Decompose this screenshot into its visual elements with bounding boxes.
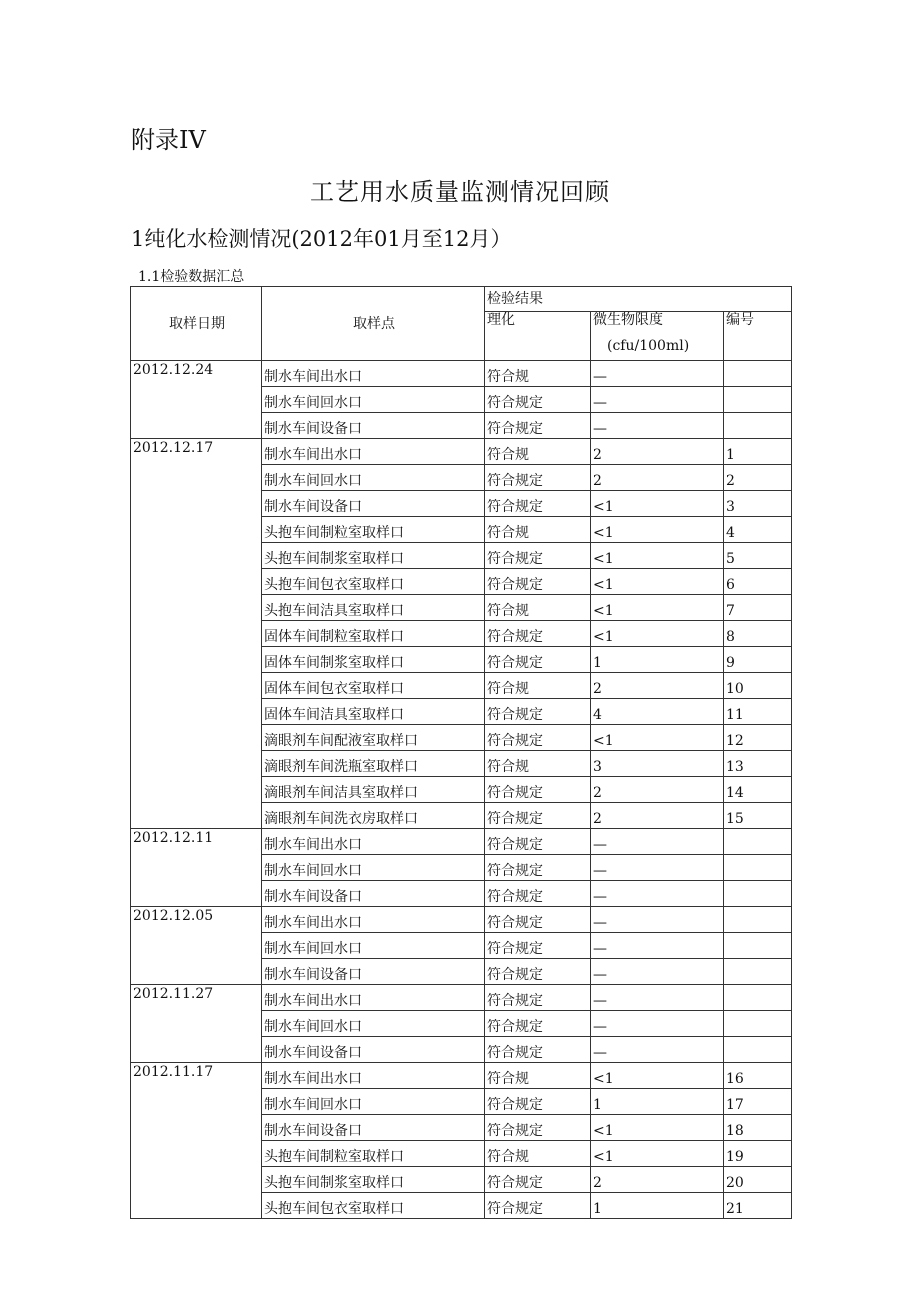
table-row	[131, 361, 792, 387]
sample-point-cell: 滴眼剂车间洗衣房取样口	[262, 803, 485, 829]
number-cell	[724, 881, 792, 907]
micro-result-cell: <1	[591, 517, 724, 543]
number-cell	[724, 985, 792, 1011]
table-row	[131, 985, 792, 1011]
physchem-result-cell: 符合规定	[485, 881, 591, 907]
sample-point-cell: 制水车间出水口	[262, 907, 485, 933]
sample-date-cell: 2012.12.11	[131, 829, 262, 907]
sample-point-cell: 制水车间设备口	[262, 881, 485, 907]
physchem-result-cell: 符合规定	[485, 387, 591, 413]
sample-point-cell: 制水车间设备口	[262, 491, 485, 517]
physchem-result-cell: 符合规定	[485, 907, 591, 933]
micro-result-cell: <1	[591, 1141, 724, 1167]
number-cell: 6	[724, 569, 792, 595]
sample-point-cell: 固体车间包衣室取样口	[262, 673, 485, 699]
table-body	[131, 361, 792, 1219]
table-row	[131, 1063, 792, 1089]
micro-result-cell: 1	[591, 1089, 724, 1115]
sample-point-cell: 头抱车间洁具室取样口	[262, 595, 485, 621]
micro-result-cell: —	[591, 985, 724, 1011]
sample-point-cell: 制水车间出水口	[262, 361, 485, 387]
micro-result-cell: —	[591, 829, 724, 855]
micro-result-cell: —	[591, 907, 724, 933]
number-cell	[724, 855, 792, 881]
number-cell: 16	[724, 1063, 792, 1089]
number-cell: 8	[724, 621, 792, 647]
number-cell: 19	[724, 1141, 792, 1167]
micro-result-cell: —	[591, 387, 724, 413]
micro-result-cell: 1	[591, 1193, 724, 1219]
physchem-result-cell: 符合规定	[485, 1037, 591, 1063]
physchem-result-cell: 符合规定	[485, 543, 591, 569]
physchem-result-cell: 符合规定	[485, 621, 591, 647]
number-cell: 13	[724, 751, 792, 777]
number-cell	[724, 387, 792, 413]
micro-result-cell: —	[591, 881, 724, 907]
sample-point-cell: 头抱车间制浆室取样口	[262, 1167, 485, 1193]
physchem-result-cell: 符合规	[485, 361, 591, 387]
micro-result-cell: 2	[591, 439, 724, 465]
table-row	[131, 439, 792, 465]
number-cell: 4	[724, 517, 792, 543]
number-cell	[724, 413, 792, 439]
section-heading: 1纯化水检测情况(2012年01月至12月）	[131, 227, 512, 251]
number-cell: 15	[724, 803, 792, 829]
number-cell: 2	[724, 465, 792, 491]
physchem-result-cell: 符合规定	[485, 933, 591, 959]
number-cell	[724, 907, 792, 933]
physchem-result-cell: 符合规	[485, 517, 591, 543]
sample-date-cell: 2012.12.17	[131, 439, 262, 829]
sample-point-cell: 制水车间设备口	[262, 1115, 485, 1141]
micro-result-cell: —	[591, 361, 724, 387]
micro-result-cell: 1	[591, 647, 724, 673]
sample-point-cell: 固体车间制粒室取样口	[262, 621, 485, 647]
header-micro-unit: (cfu/100ml)	[607, 338, 690, 354]
table-row	[131, 907, 792, 933]
number-cell: 5	[724, 543, 792, 569]
appendix-label: 附录IV	[131, 126, 206, 154]
physchem-result-cell: 符合规	[485, 1141, 591, 1167]
physchem-result-cell: 符合规定	[485, 1115, 591, 1141]
number-cell: 18	[724, 1115, 792, 1141]
micro-result-cell: 2	[591, 465, 724, 491]
subsection-heading: 1.1检验数据汇总	[138, 269, 245, 285]
physchem-result-cell: 符合规定	[485, 777, 591, 803]
sample-point-cell: 滴眼剂车间洁具室取样口	[262, 777, 485, 803]
number-cell	[724, 829, 792, 855]
micro-result-cell: —	[591, 1037, 724, 1063]
number-cell: 12	[724, 725, 792, 751]
number-cell: 1	[724, 439, 792, 465]
number-cell: 10	[724, 673, 792, 699]
micro-result-cell: <1	[591, 595, 724, 621]
number-cell: 21	[724, 1193, 792, 1219]
header-inspection-result: 检验结果	[485, 287, 792, 312]
physchem-result-cell: 符合规定	[485, 1193, 591, 1219]
number-cell: 3	[724, 491, 792, 517]
sample-point-cell: 制水车间回水口	[262, 855, 485, 881]
sample-point-cell: 头抱车间制浆室取样口	[262, 543, 485, 569]
micro-result-cell: <1	[591, 1115, 724, 1141]
micro-result-cell: 4	[591, 699, 724, 725]
inspection-data-table	[130, 286, 792, 1219]
physchem-result-cell: 符合规	[485, 439, 591, 465]
sample-point-cell: 头抱车间制粒室取样口	[262, 517, 485, 543]
sample-date-cell: 2012.11.27	[131, 985, 262, 1063]
number-cell: 9	[724, 647, 792, 673]
physchem-result-cell: 符合规定	[485, 855, 591, 881]
page-title: 工艺用水质量监测情况回顾	[310, 178, 610, 206]
physchem-result-cell: 符合规定	[485, 829, 591, 855]
micro-result-cell: <1	[591, 491, 724, 517]
header-sample-date: 取样日期	[131, 287, 262, 361]
sample-date-cell: 2012.12.05	[131, 907, 262, 985]
sample-point-cell: 制水车间回水口	[262, 387, 485, 413]
sample-point-cell: 固体车间制浆室取样口	[262, 647, 485, 673]
sample-point-cell: 制水车间设备口	[262, 413, 485, 439]
number-cell: 14	[724, 777, 792, 803]
sample-date-cell: 2012.11.17	[131, 1063, 262, 1219]
micro-result-cell: —	[591, 855, 724, 881]
physchem-result-cell: 符合规定	[485, 985, 591, 1011]
number-cell	[724, 933, 792, 959]
header-micro-limit	[591, 312, 724, 361]
number-cell	[724, 361, 792, 387]
physchem-result-cell: 符合规定	[485, 491, 591, 517]
header-number: 编号	[724, 312, 792, 361]
physchem-result-cell: 符合规定	[485, 699, 591, 725]
physchem-result-cell: 符合规	[485, 751, 591, 777]
sample-point-cell: 头抱车间制粒室取样口	[262, 1141, 485, 1167]
number-cell: 17	[724, 1089, 792, 1115]
physchem-result-cell: 符合规定	[485, 1089, 591, 1115]
table-row	[131, 829, 792, 855]
micro-result-cell: <1	[591, 543, 724, 569]
physchem-result-cell: 符合规	[485, 1063, 591, 1089]
physchem-result-cell: 符合规定	[485, 1011, 591, 1037]
micro-result-cell: <1	[591, 725, 724, 751]
sample-point-cell: 滴眼剂车间配液室取样口	[262, 725, 485, 751]
number-cell	[724, 959, 792, 985]
micro-result-cell: <1	[591, 621, 724, 647]
sample-point-cell: 制水车间出水口	[262, 439, 485, 465]
sample-point-cell: 制水车间回水口	[262, 465, 485, 491]
sample-point-cell: 头抱车间包衣室取样口	[262, 569, 485, 595]
number-cell: 20	[724, 1167, 792, 1193]
sample-point-cell: 制水车间回水口	[262, 933, 485, 959]
header-sample-point: 取样点	[262, 287, 485, 361]
micro-result-cell: 3	[591, 751, 724, 777]
sample-point-cell: 头抱车间包衣室取样口	[262, 1193, 485, 1219]
sample-point-cell: 固体车间洁具室取样口	[262, 699, 485, 725]
micro-result-cell: <1	[591, 569, 724, 595]
sample-point-cell: 制水车间设备口	[262, 959, 485, 985]
physchem-result-cell: 符合规	[485, 673, 591, 699]
header-physchem: 理化	[485, 312, 591, 361]
micro-result-cell: 2	[591, 673, 724, 699]
micro-result-cell: 2	[591, 803, 724, 829]
physchem-result-cell: 符合规定	[485, 803, 591, 829]
physchem-result-cell: 符合规定	[485, 413, 591, 439]
sample-point-cell: 制水车间设备口	[262, 1037, 485, 1063]
physchem-result-cell: 符合规定	[485, 647, 591, 673]
sample-point-cell: 制水车间出水口	[262, 1063, 485, 1089]
sample-date-cell: 2012.12.24	[131, 361, 262, 439]
physchem-result-cell: 符合规定	[485, 569, 591, 595]
physchem-result-cell: 符合规定	[485, 959, 591, 985]
sample-point-cell: 制水车间回水口	[262, 1089, 485, 1115]
number-cell	[724, 1037, 792, 1063]
sample-point-cell: 制水车间出水口	[262, 829, 485, 855]
sample-point-cell: 制水车间出水口	[262, 985, 485, 1011]
micro-result-cell: —	[591, 959, 724, 985]
micro-result-cell: 2	[591, 777, 724, 803]
physchem-result-cell: 符合规定	[485, 465, 591, 491]
micro-result-cell: —	[591, 1011, 724, 1037]
physchem-result-cell: 符合规定	[485, 725, 591, 751]
number-cell	[724, 1011, 792, 1037]
number-cell: 7	[724, 595, 792, 621]
physchem-result-cell: 符合规定	[485, 1167, 591, 1193]
header-micro-label: 微生物限度	[593, 312, 663, 328]
sample-point-cell: 滴眼剂车间洗瓶室取样口	[262, 751, 485, 777]
micro-result-cell: 2	[591, 1167, 724, 1193]
micro-result-cell: —	[591, 413, 724, 439]
physchem-result-cell: 符合规	[485, 595, 591, 621]
sample-point-cell: 制水车间回水口	[262, 1011, 485, 1037]
number-cell: 11	[724, 699, 792, 725]
micro-result-cell: —	[591, 933, 724, 959]
micro-result-cell: <1	[591, 1063, 724, 1089]
